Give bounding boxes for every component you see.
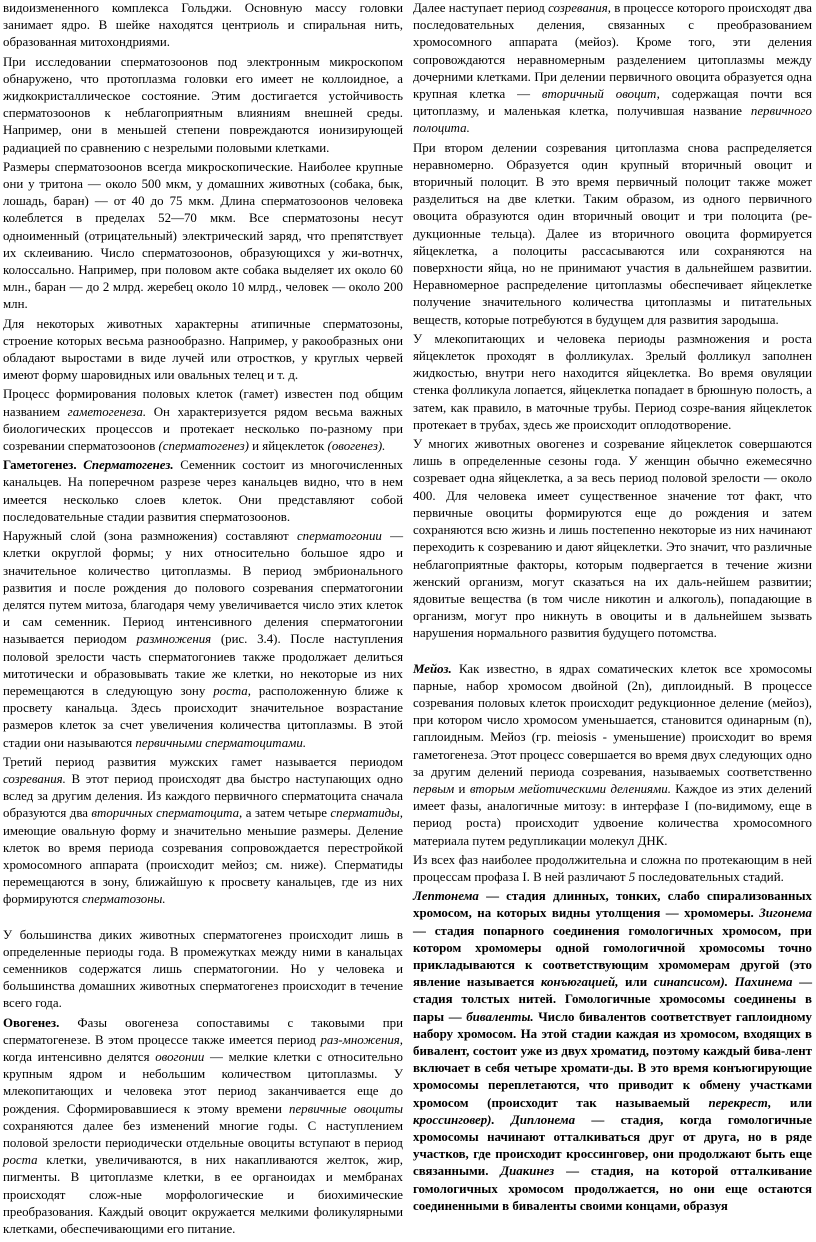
paragraph: При исследовании сперматозоонов под электронным микроскопом обнаружено, что протоплазма головки его имеет не коллоидное, а жидкокристаллическое состояние. Этим достигается устойчивость сперматозоонов к неблагоприятным влияниям внешней среды. Например, они в меньшей степени повреждаются ионизирующей радиацией по сравнению с незрелыми половыми клетками. (3, 54, 403, 155)
paragraph: Лептонема — стадия длинных, тонких, слабо спирализованных хромосом, на которых видны утолщения — хромомеры. Зигонема — стадия попарного соединения гомологичных хромосом, при котором хромомеры одной гомологичной хромосомы точно прикладываются к соответствующим хромомерам другой (это явление называется конъюгацией, или синапсисом). Пахинема — стадия толстых нитей. Гомологичные хромосомы соединены в пары — биваленты. Число бивалентов соответствует гаплоидному набору хромосом. На этой стадии каждая из хромосом, входящих в бивалент, состоит уже из двух хроматид, поэтому каждый бива-лент включает в себя четыре хромати-ды. В это время конъюгирующие хромосомы переплетаются, что приводит к обмену участками хромосом (происходит так называемый перекрест, или кроссинговер). Диплонема — стадия, когда гомологичные хромосомы начинают отталкиваться друг от друга, но в ряде участков, где происходит кроссинговер, они продолжают быть еще связанными. Диакинез — стадия, на которой отталкивание гомологичных хромосом продолжается, но они еще остаются соединенными в биваленты своими концами, образуя (413, 889, 813, 1213)
section-heading: Мейоз. (413, 661, 452, 676)
paragraph: Наружный слой (зона размножения) составляют сперматогонии — клетки округлой формы; у них относительно большое ядро и значительное количество цитоплазмы. В период эмбрионального развития и после рождения до полового созревания сперматогонии делятся путем митоза, благодаря чему увеличивается число этих клеток и сам семенник. Период интенсивного деления сперматогонии называется периодом размножения (рис. 3.4). После наступления половой зрелости часть сперматогониев также продолжает делиться митотически и образовывать такие же клетки, но некоторые из них перемещаются в следующую зону роста, расположенную ближе к просвету канальца. Здесь происходит значительное возрастание размеров клеток за счет увеличения количества цитоплазмы. В этой стадии они называются первичными сперматоцитами. (3, 529, 404, 750)
paragraph: Далее наступает период созревания, в процессе которого происходят два последовательных деления, связанных с преобразованием хромосомного аппарата (мейоз). Кроме того, эти деления сопровождаются неравномерным разделением цитоплазмы между дочерними клетками. При делении первичного овоцита образуется одна крупная клетка — вторичный овоцит, содержащая почти вся цитоплазму, и маленькая клетка, получившая название первичного полоцита. (413, 1, 812, 136)
paragraph: Третий период развития мужских гамет называется периодом созревания. В этот период происходят два быстро наступающих одно вслед за другим деления. Из каждого первичного сперматоцита сначала образуются два вторичных сперматоцита, а затем четыре сперматиды, имеющие овальную форму и значительно меньшие размеры. Деление клеток во время периода созревания сопровождается перестройкой хромосомного аппарата (происходит мейоз; см. ниже). Сперматиды перемещаются в зону, ближайшую к просвету канальцев, где из них формируются сперматозоны. (3, 754, 403, 907)
paragraph: У млекопитающих и человека периоды размножения и роста яйцеклеток проходят в фолликулах. Зрелый фолликул заполнен жидкостью, внутри него находится яйцеклетка. Во время овуляции стенка фолликула лопается, яйцеклетка попадает в брюшную полость, а затем, как правило, в маточные трубы. Период созре-вания яйцеклеток протекает в трубах, здесь же происходит оплодотворение. (413, 331, 812, 432)
section-heading: Овогенез. (3, 1015, 60, 1030)
subsection-heading: Сперматогенез. (83, 458, 174, 473)
paragraph: Процесс формирования половых клеток (гамет) известен под общим названием гаметогенеза. Он характеризуется рядом весьма важных биологических процессов и протекает несколько по-разному при созревании сперматозоонов (сперматогенез) и яйцеклеток (овогенез). (3, 387, 403, 454)
paragraph: Для некоторых животных характерны атипичные сперматозоны, строение которых весьма разнообразно. Например, у ракообразных они обладают выростами в виде лучей или отростков, у круглых червей имеют форму шаровидных или овальных телец и т. д. (3, 316, 403, 383)
paragraph: Мейоз. Как известно, в ядрах соматических клеток все хромосомы парные, набор хромосом двойной (2n), диплоидный. В процессе созревания половых клеток происходит редукционное деление (мейоз), при котором число хромосом уменьшается, становится одинарным (n), гаплоидным. Мейоз (гр. meiosis - уменьшение) происходит во время гаметогенеза. Этот процесс совершается во время двух следующих одно за другим делений периода созревания, называемых соответственно первым и вторым мейотическими делениями. Каждое из этих делений имеет фазы, аналогичные митозу: в интерфазе I (по-видимому, еще в период роста) происходит удвоение количества хромосомного материала путем редупликации молекул ДНК. (413, 661, 812, 848)
paragraph: Овогенез. Фазы овогенеза сопоставимы с таковыми при сперматогенезе. В этом процессе также имеется период раз-множения, когда интенсивно делятся овогонии — мелкие клетки с относительно крупным ядром и небольшим количеством цитоплазмы. У млекопитающих и человека этот период заканчивается еще до рождения. Сформировавшиеся к этому времени первичные овоциты сохраняются далее без изменений многие годы. С наступлением половой зрелости периодически отдельные овоциты вступают в период роста клетки, увеличиваются, в них накапливаются желток, жир, пигменты. В цитоплазме клетки, в ее органоидах и мембранах происходят слож-ные морфологические и биохимические преобразования. Каждый овоцит окружается мелкими фоликулярными клетками, обеспечивающими его питание. (3, 1015, 403, 1237)
paragraph: Размеры сперматозоонов всегда микроскопические. Наиболее крупные они у тритона — около 500 мкм, у домашних животных (собака, бык, лошадь, баран) — от 40 до 75 мкм. Длина сперматозоонов человека колеблется в пределах 52—70 мкм. Все сперматозоны несут одноименный (отрицательный) электрический заряд, что препятствует их склеиванию. Число сперматозоонов, образующихся у жи-вотнчх, колоссально. Например, при половом акте собака выделяет их около 60 млн., баран — до 2 млрд. жеребец около 10 млрд., человек — около 200 млн. (3, 159, 403, 312)
section-heading: Гаметогенез. (3, 458, 77, 473)
paragraph: Из всех фаз наиболее продолжительна и сложна по протекающим в ней процессам профаза I. В ней различают 5 последовательных стадий. (413, 852, 812, 884)
right-column (413, 0, 812, 1217)
paragraph: При втором делении созревания цитоплазма снова распределяется неравномерно. Образуется один крупный вторичный овоцит и вторичный полоцит. В это время первичный полоцит также может разделиться на две клетки. Таким образом, из одного первичного овоцита образуются один вторичный овоцит и три полоцита (ре-дукционные тельца). Далее из вторичного овоцита формируется яйцеклетка, а полоциты рассасываются или сохраняются на поверхности яйца, но не принимают участия в дальнейшем развитии. Неравномерное распределение цитоплазмы обеспечивает яйцеклетке получение значительного количества цитоплазмы и питательных веществ, которые потребуются в будущем для развития зародыша. (413, 140, 812, 327)
left-column (3, 0, 403, 1240)
paragraph: видоизмененного комплекса Гольджи. Основную массу головки занимает ядро. В шейке находятся центриоль и спиральная нить, образованная митохондриями. (3, 1, 403, 50)
paragraph: У большинства диких животных сперматогенез происходит лишь в определенные периоды года. В промежутках между ними в канальцах семенников содержатся лишь сперматогонии. Но у человека и большинства домашних животных сперматогенез происходит в течение всего года. (3, 927, 403, 1011)
paragraph: У многих животных овогенез и созревание яйцеклеток совершаются лишь в определенные сезоны года. У женщин обычно ежемесячно созревает одна яйцеклетка, а за весь период половой зрелости — около 400. Для человека имеет существенное значение тот факт, что первичные овоциты формируются еще до рождения и затем сохраняются всю жизнь и лишь постепенно некоторые из них начинают переходить к созреванию и дают яйцеклетки. Это значит, что различные неблагоприятные факторы, которым подвергается в течение жизни женский организм, могут сказаться на их даль-нейшем развитии; ядовитые вещества (в том числе никотин и алкоголь), попадающие в организм, могут про никнуть в овоциты и в дальнейшем зызвать нарушения нормального развития будущего потомства. (413, 437, 812, 641)
paragraph: Гаметогенез. Сперматогенез. Семенник состоит из многочисленных канальцев. На поперечном разрезе через канальцев видно, что в нем имеется несколько слоев клеток. Они представляют собой последовательные стадии развития сперматозоонов. (3, 458, 403, 524)
